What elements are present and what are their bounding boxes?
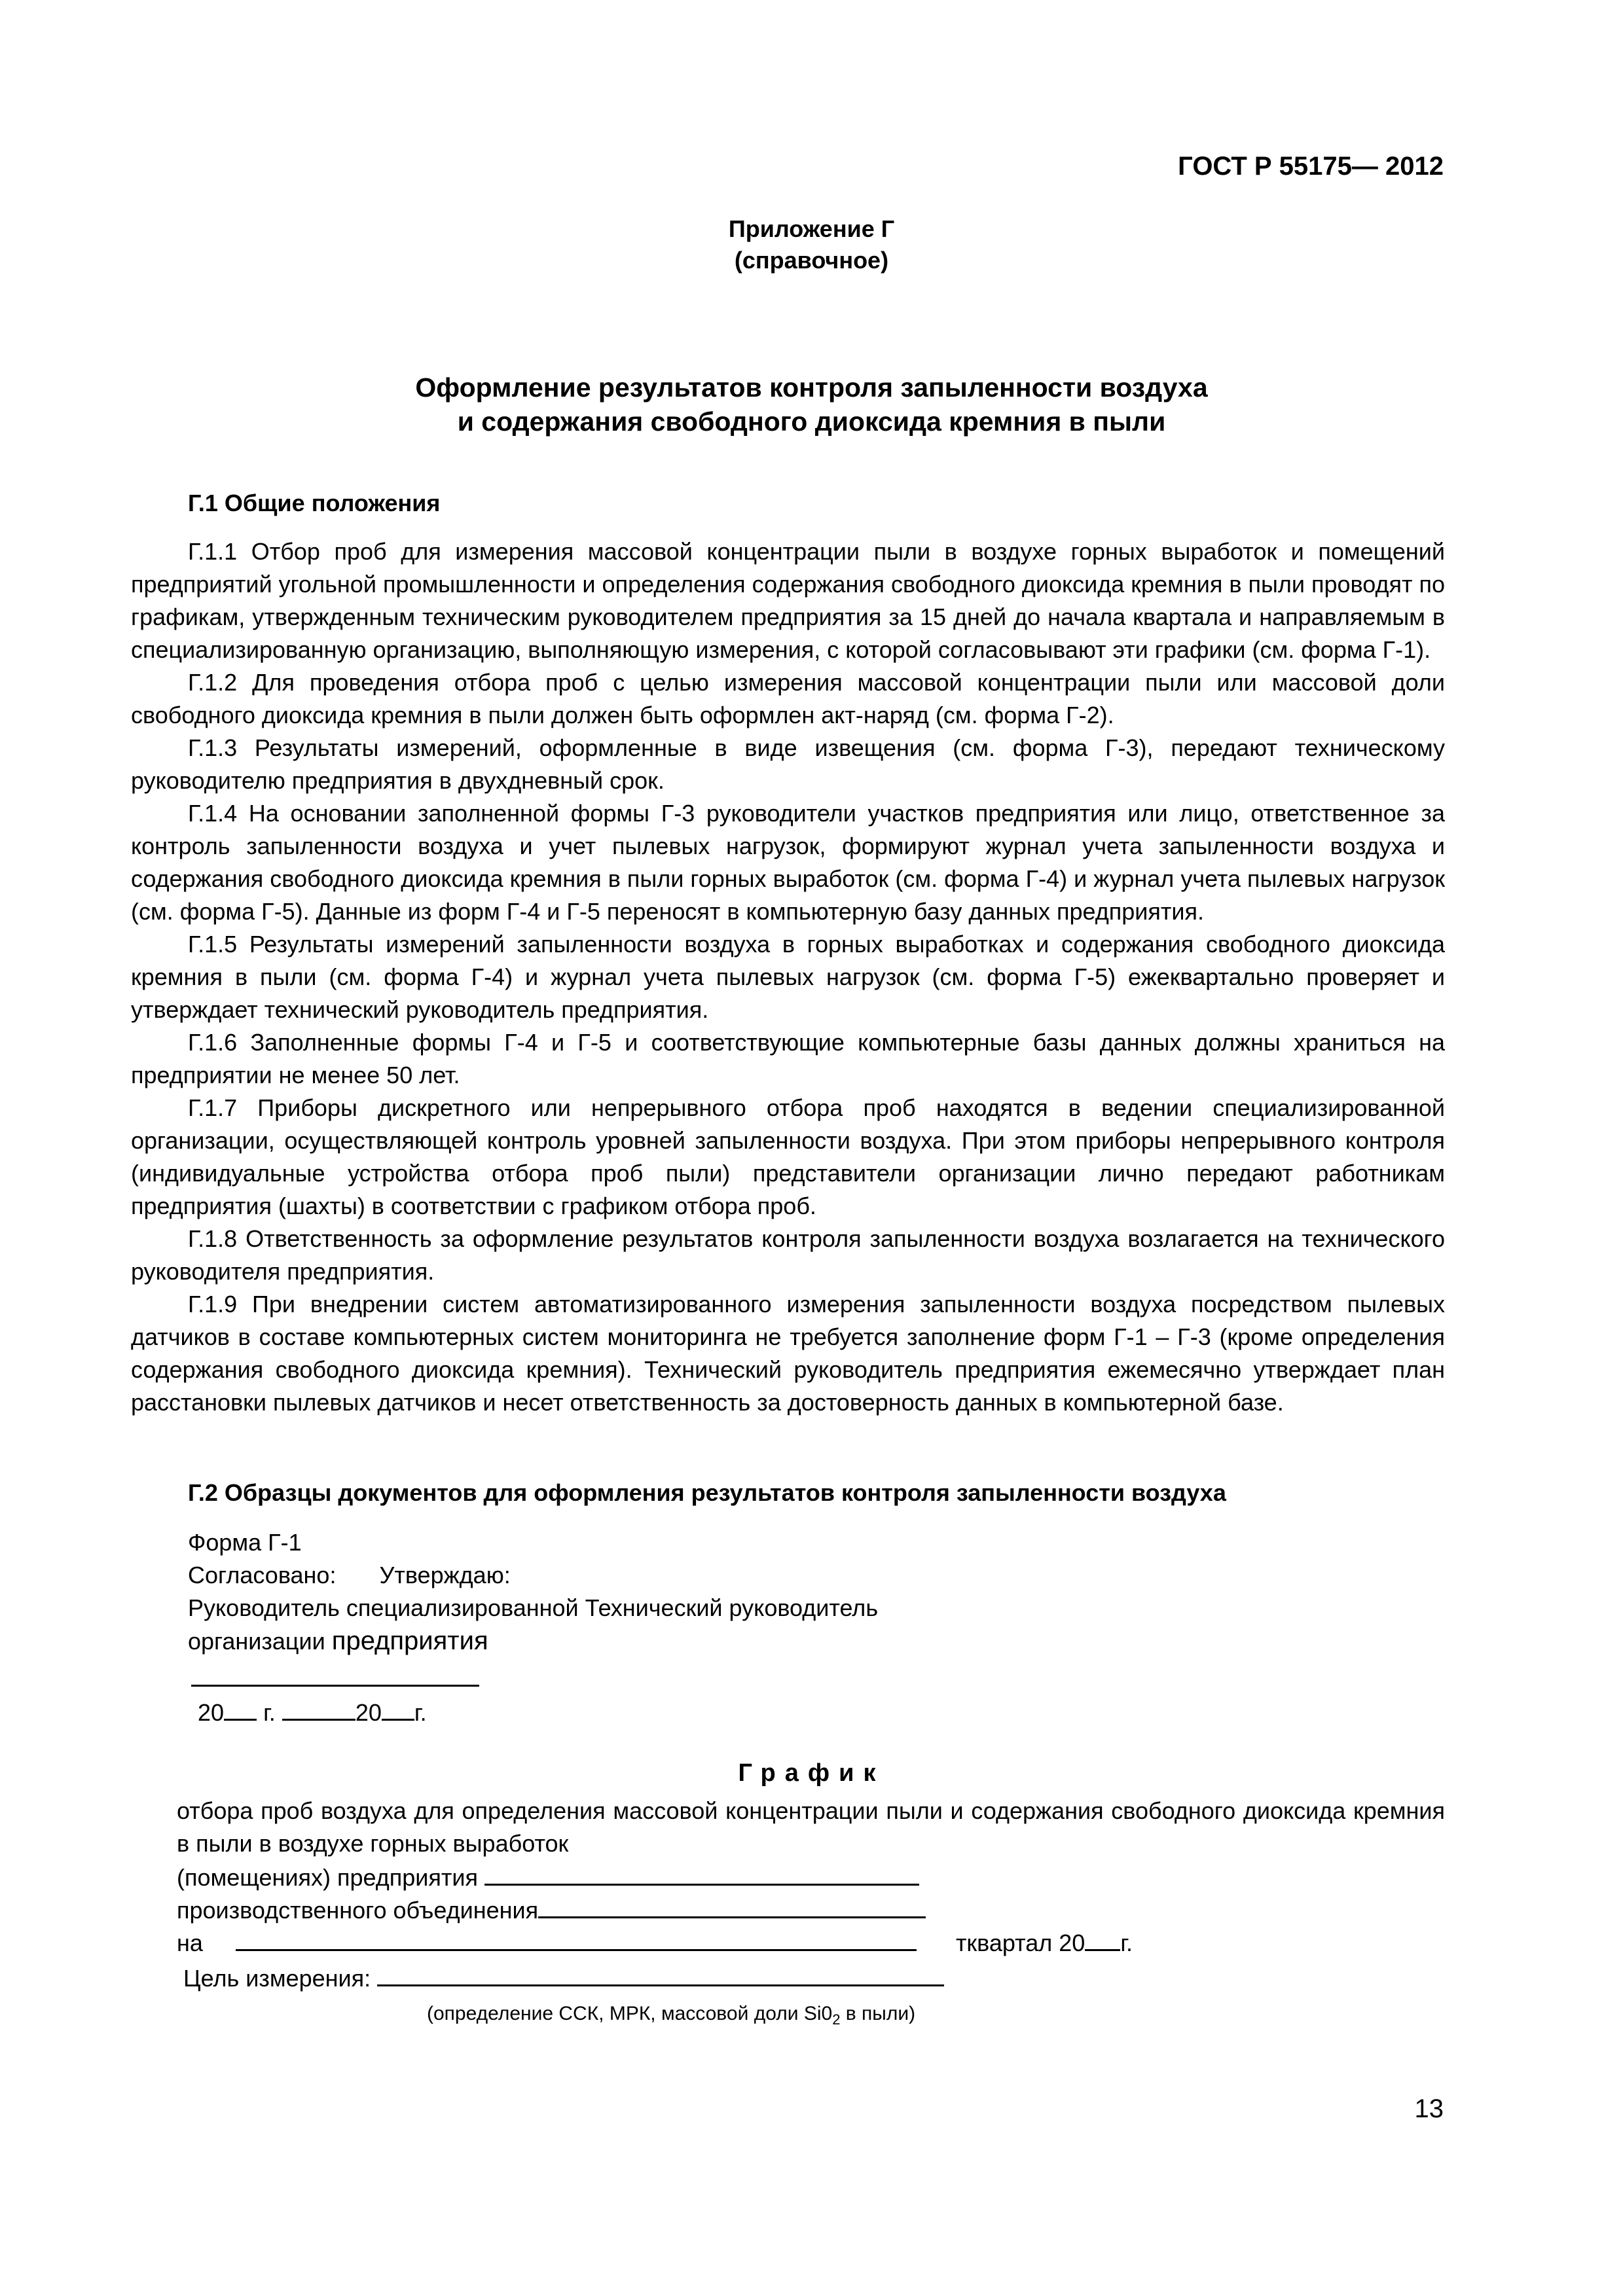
quarter-year-suffix: г. <box>1120 1929 1133 1956</box>
purpose-label: Цель измерения: <box>183 1965 371 1992</box>
date-g-2: г. <box>414 1699 427 1726</box>
quarter-label: тквартал 20 <box>955 1929 1085 1956</box>
appendix-heading <box>0 213 1623 276</box>
association-field[interactable] <box>538 1893 926 1918</box>
enterprise-word: предприятия <box>331 1626 488 1655</box>
premises-label: (помещениях) предприятия <box>177 1864 478 1891</box>
association-label: производственного объединения <box>177 1897 539 1924</box>
on-field[interactable] <box>236 1926 917 1951</box>
year-blank-2 <box>382 1695 414 1721</box>
document-code: ГОСТ Р 55175— 2012 <box>1178 152 1444 181</box>
premises-field[interactable] <box>484 1860 919 1886</box>
form-g-1-header <box>188 1526 878 1658</box>
signature-line <box>191 1685 479 1687</box>
appendix-title: Приложение Г <box>728 215 895 242</box>
caption-suffix: в пыли) <box>840 2003 916 2024</box>
schedule-description: отбора проб воздуха для определения массовой концентрации пыли и содержания свободного диоксида кремния в пыли в воздухе горных выработок <box>177 1797 1445 1857</box>
approve-label: Утверждаю: <box>379 1562 511 1588</box>
date-g-1: г. <box>263 1699 276 1726</box>
org-word: организации <box>188 1628 325 1655</box>
premises-row <box>177 1860 919 1892</box>
on-label: на <box>177 1929 203 1956</box>
paragraph-g-1-5: Г.1.5 Результаты измерений запыленности воздуха в горных выработках и содержания свободного диоксида кремния в пыли (см. форма Г-4) и журнал учета пылевых нагрузок (см. форма Г-5) ежеквартально проверяет и утверждает технический руководитель предприятия. <box>131 931 1445 1023</box>
association-row <box>177 1893 926 1924</box>
paragraph-g-1-3: Г.1.3 Результаты измерений, оформленные в виде извещения (см. форма Г-3), передают техническому руководителю предприятия в двухдневный срок. <box>131 734 1445 794</box>
day-blank-2 <box>282 1695 356 1721</box>
section-2-title: Г.2 Образцы документов для оформления результатов контроля запыленности воздуха <box>188 1479 1226 1506</box>
section-1-title: Г.1 Общие положения <box>188 490 441 516</box>
paragraph-g-1-7: Г.1.7 Приборы дискретного или непрерывного отбора проб находятся в ведении специализированной организации, осуществляющей контроль уровней запыленности воздуха. При этом приборы непрерывного контроля (индивидуальные устройства отбора проб пыли) представители организации лично передают работникам предприятия (шахты) в соответствии с графиком отбора проб. <box>131 1094 1445 1219</box>
paragraph-g-1-9: Г.1.9 При внедрении систем автоматизированного измерения запыленности воздуха посредством пылевых датчиков в составе компьютерных систем мониторинга не требуется заполнение форм Г-1 – Г-3 (кроме определения содержания свободного диоксида кремния). Технический руководитель предприятия ежемесячно утверждает план расстановки пылевых датчиков и несет ответственность за достоверность данных в компьютерной базе. <box>131 1291 1445 1416</box>
purpose-row <box>183 1961 944 1992</box>
agreed-label: Согласовано: <box>188 1562 337 1588</box>
form-label: Форма Г-1 <box>188 1529 302 1556</box>
paragraph-g-1-4: Г.1.4 На основании заполненной формы Г-3 руководители участков предприятия или лицо, ответственное за контроль запыленности воздуха и учет пылевых нагрузок, формируют журнал учета запыленности воздуха и содержания свободного диоксида кремния в пыли горных выработок (см. форма Г-4) и журнал учета пылевых нагрузок (см. форма Г-5). Данные из форм Г-4 и Г-5 переносят в компьютерную базу данных предприятия. <box>131 800 1445 925</box>
paragraph-g-1-6: Г.1.6 Заполненные формы Г-4 и Г-5 и соответствующие компьютерные базы данных должны храниться на предприятии не менее 50 лет. <box>131 1029 1445 1088</box>
org-row <box>188 1624 878 1658</box>
appendix-subtitle: (справочное) <box>734 247 889 274</box>
paragraph-g-1-1: Г.1.1 Отбор проб для измерения массовой концентрации пыли в воздухе горных выработок и помещений предприятий угольной промышленности и определения содержания свободного диоксида кремния в пыли проводят по графикам, утвержденным техническим руководителем предприятия за 15 дней до начала квартала и направляемым в специализированную организацию, выполняющую измерения, с которой согласовывают эти графики (см. форма Г-1). <box>131 538 1445 663</box>
page-number: 13 <box>1414 2094 1444 2123</box>
quarter-row <box>177 1926 1133 1957</box>
agreed-approve-row <box>188 1559 878 1592</box>
main-title <box>0 370 1623 439</box>
main-title-line-2: и содержания свободного диоксида кремния в пыли <box>457 406 1166 437</box>
year-blank-1 <box>224 1695 257 1721</box>
purpose-field[interactable] <box>377 1961 944 1986</box>
date-year-1: 20 <box>198 1699 225 1726</box>
caption-subscript: 2 <box>832 2011 841 2028</box>
schedule-title: График <box>738 1759 885 1787</box>
date-year-2: 20 <box>355 1699 382 1726</box>
purpose-caption <box>427 2003 915 2028</box>
paragraph-g-1-2: Г.1.2 Для проведения отбора проб с целью измерения массовой концентрации пыли или массовой доли свободного диоксида кремния в пыли должен быть оформлен акт-наряд (см. форма Г-2). <box>131 669 1445 728</box>
caption-prefix: (определение ССК, МРК, массовой доли Si0 <box>427 2003 833 2024</box>
date-row <box>198 1695 427 1727</box>
section-1-body <box>131 535 1445 1419</box>
head-line: Руководитель специализированной Технический руководитель <box>188 1594 879 1621</box>
paragraph-g-1-8: Г.1.8 Ответственность за оформление результатов контроля запыленности воздуха возлагается на технического руководителя предприятия. <box>131 1225 1445 1285</box>
quarter-year-field[interactable] <box>1085 1926 1120 1951</box>
main-title-line-1: Оформление результатов контроля запыленности воздуха <box>415 372 1208 403</box>
